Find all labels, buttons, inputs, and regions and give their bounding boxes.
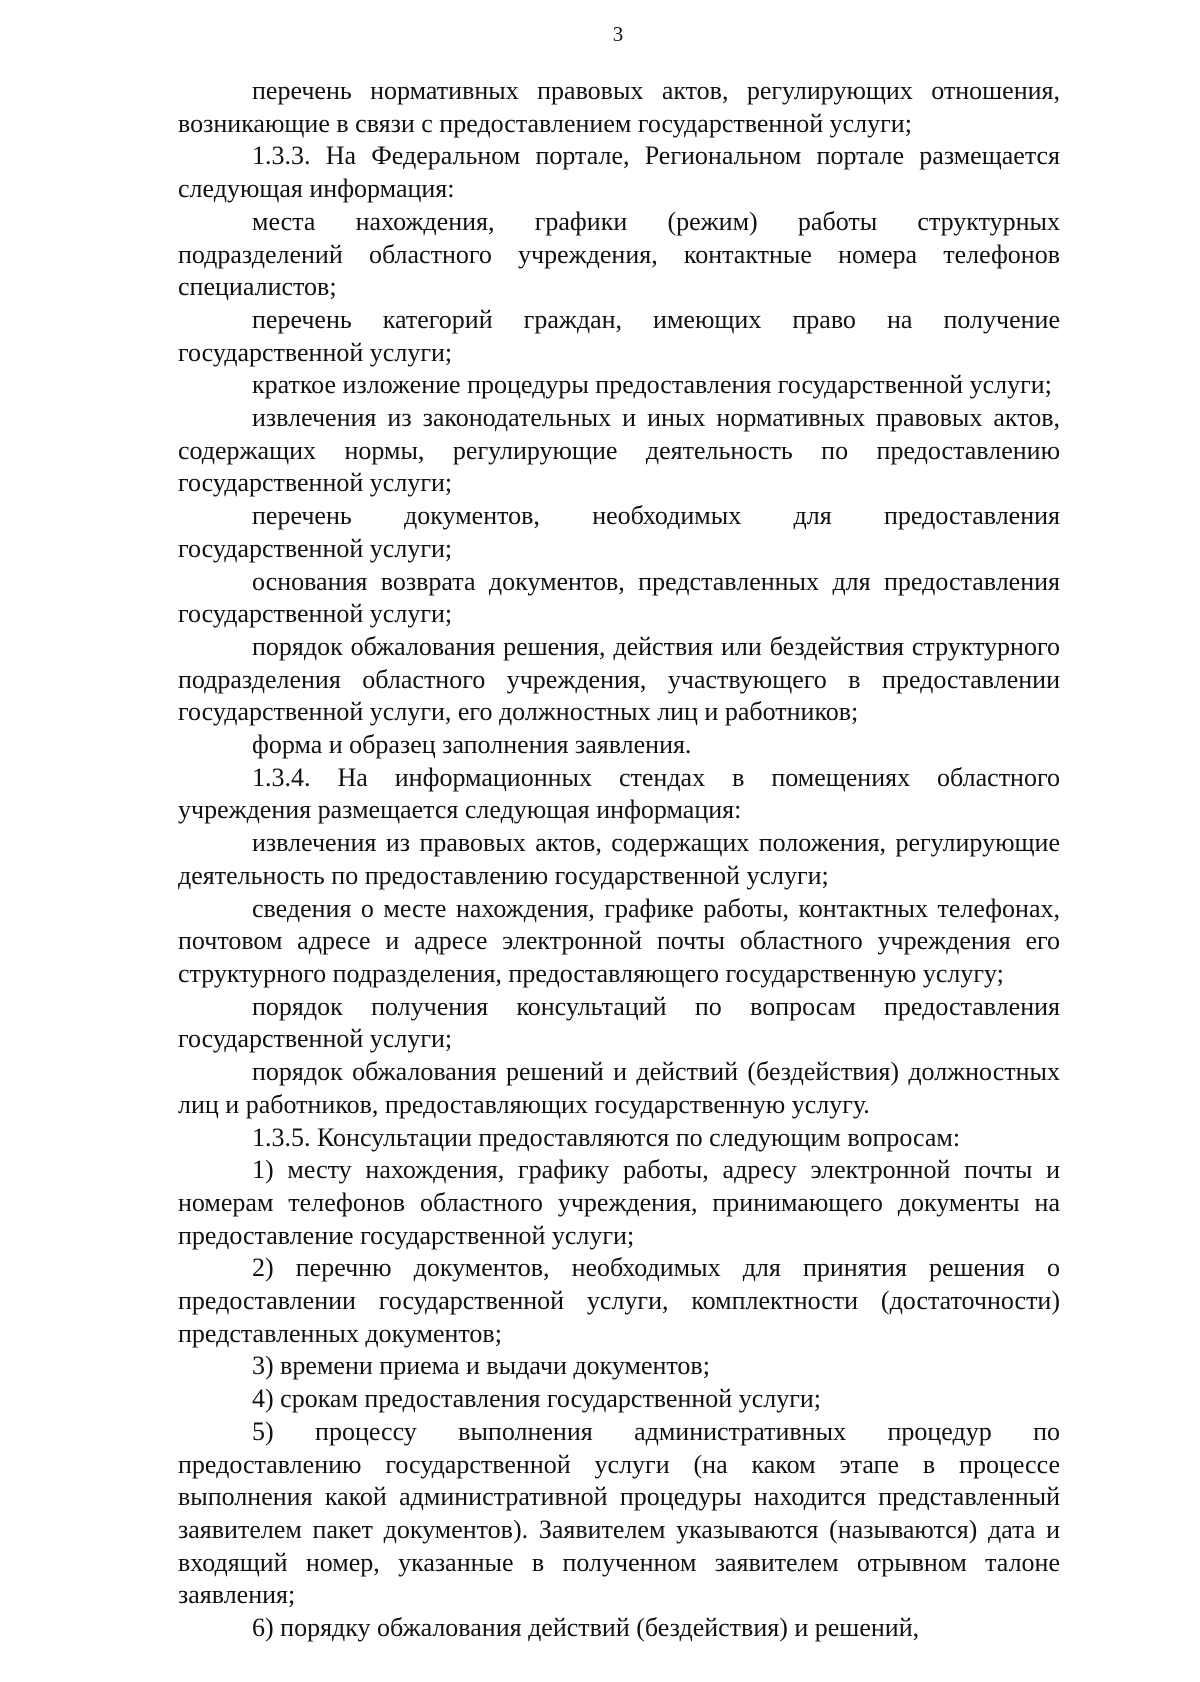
paragraph: перечень нормативных правовых актов, регулирующих отношения, возникающие в связи с предоставлением государственной услуги; [178,76,1060,138]
paragraph: 4) срокам предоставления государственной услуги; [252,1384,822,1414]
paragraph: перечень категорий граждан, имеющих право на получение государственной услуги; [178,304,1060,367]
paragraph: извлечения из правовых актов, содержащих положения, регулирующие деятельность по предоставлению государственной услуги; [178,828,1060,890]
paragraph: извлечения из законодательных и иных нормативных правовых актов, содержащих нормы, регулирующие деятельность по предоставлению государственной услуги; [178,403,1060,498]
paragraph: сведения о месте нахождения, графике работы, контактных телефонах, почтовом адресе и адресе электронной почты областного учреждения его структурного подразделения, предоставляющего государственную услугу; [178,893,1060,988]
paragraph: основания возврата документов, представленных для предоставления государственной услуги; [178,566,1060,629]
paragraph: 1) месту нахождения, графику работы, адресу электронной почты и номерам телефонов областного учреждения, принимающего документы на предоставление государственной услуги; [178,1155,1060,1250]
paragraph: порядок получения консультаций по вопросам предоставления государственной услуги; [178,991,1060,1054]
paragraph: места нахождения, графики (режим) работы структурных подразделений областного учреждения, контактные номера телефонов специалистов; [178,206,1060,302]
paragraph: 1.3.3. На Федеральном портале, Региональном портале размещается следующая информация: [178,141,1060,204]
paragraph: краткое изложение процедуры предоставления государственной услуги; [252,370,1052,400]
page-number: 3 [612,22,624,46]
paragraph: порядок обжалования решения, действия или бездействия структурного подразделения областного учреждения, участвующего в предоставлении государственной услуги, его должностных лиц и работников; [178,631,1060,727]
paragraph: 1.3.4. На информационных стендах в помещениях областного учреждения размещается следующая информация: [178,762,1060,825]
paragraph: порядок обжалования решений и действий (бездействия) должностных лиц и работников, предоставляющих государственную услугу. [178,1057,1060,1119]
paragraph: 1.3.5. Консультации предоставляются по следующим вопросам: [252,1122,961,1152]
paragraph: 2) перечню документов, необходимых для принятия решения о предоставлении государственной услуги, комплектности (достаточности) представленных документов; [178,1253,1060,1348]
paragraph: перечень документов, необходимых для предоставления государственной услуги; [178,501,1060,563]
paragraph: форма и образец заполнения заявления. [252,730,692,760]
paragraph: 3) времени приема и выдачи документов; [252,1351,710,1381]
paragraph: 6) порядку обжалования действий (бездействия) и решений, [252,1613,920,1643]
document-body [178,75,1060,1645]
paragraph: 5) процессу выполнения административных процедур по предоставлению государственной услуги (на каком этапе в процессе выполнения какой административной процедуры находится представленный заявителем пакет документов). Заявителем указываются (называются) дата и входящий номер, указанные в полученном заявителем отрывном талоне заявления; [178,1416,1060,1610]
